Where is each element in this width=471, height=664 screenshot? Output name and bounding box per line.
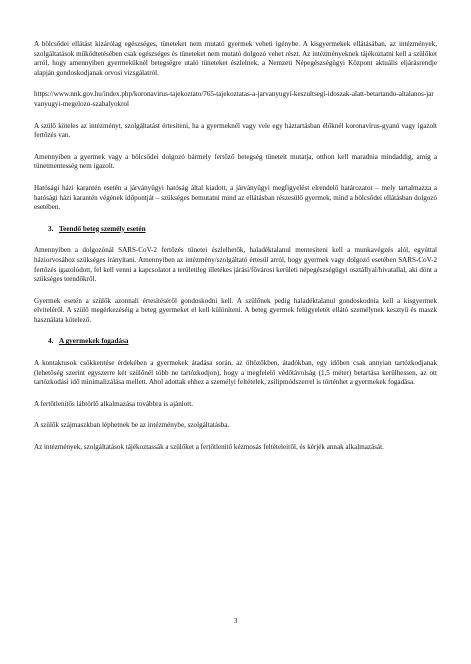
paragraph-parent-obligation: A szülő köteles az intézményt, szolgáltatást értesíteni, ha a gyermeknél vagy vele egy háztartásban élőknél koronavírus-gyanú vagy igazolt fertőzés van. — [34, 121, 437, 140]
paragraph-contact-reduction: A kontaktusok csökkentése érdekében a gyermekek átadása során, az öltözőkben, átadókban, egy időben csak annyian tartózkodjanak (lehetőség szerint egyszerre két szülőnél több ne tartózkodjon), hogy a megfelelő védőtávolság (1,5 méter) betartása kerülhessen, az ott tartózkodási idő minimalizálása mellett. Ahol adottak ehhez a személyi feltételek, zsilipmódszerrel is történhet a gyermekek fogadása. — [34, 359, 437, 387]
section-title: Teendő beteg személy esetén — [59, 224, 146, 233]
section-title: A gyermekek fogadása — [59, 337, 129, 346]
paragraph-mask: A szülők szájmaszkban léphetnek be az intézménybe, szolgáltatásba. — [34, 421, 230, 430]
paragraph-sick-employee: Amennyiben a dolgozónál SARS-CoV-2 fertőzés tünetei észlelhetők, haladéktalanul mentesíteni kell a munkavégzés alól, egyúttal háziorvosához szükséges irányítani. Amennyiben az intézmény/szolgáltató értesül arról, hogy gyermek vagy dolgozó esetében SARS-CoV-2 fertőzés igazolódott, fel kell venni a kapcsolatot a területileg illetékes járási/fővárosi kerületi népegészségügyi osztállyal/hivatallal, aki dönt a szükséges teendőkről. — [34, 246, 437, 284]
section-number: 3. — [48, 224, 54, 233]
section-number: 4. — [48, 337, 54, 346]
paragraph-sick-child: Gyermek esetén a szülők azonnali értesítéséről gondoskodni kell. A szülőnek pedig haladéktalanul gondoskodnia kell a kisgyermek elviteléről. A szülő megérkezéséig a beteg gyermeket el kell különíteni. A beteg gyermek felügyeletét ellátó személynek kesztyű és maszk használata kötelező. — [34, 296, 437, 324]
nnk-link[interactable]: https://www.nnk.gov.hu/index.php/koronavirus-tajekoztato/765-tajekoztatas-a-jarvanyugyi-keszultsegi-idoszak-alatt-betartando-altalanos-jarvanyugyi-megelozo-szabalyokrol — [34, 90, 434, 108]
page-number: 3 — [233, 617, 238, 625]
section-heading-4 — [34, 337, 437, 347]
paragraph-stay-home: Amennyiben a gyermek vagy a bölcsődei dolgozó bármely fertőző betegség tüneteit mutatja, otthon kell maradnia mindaddig, amíg a tünetmentesség nem igazolt. — [34, 152, 437, 171]
paragraph-disinfectant-mat: A fertőtlenítős lábtörlő alkalmazása továbbra is ajánlott. — [34, 399, 193, 408]
paragraph-quarantine: Hatósági házi karantén esetén a járványügyi hatóság által kiadott, a járványügyi megfigyelést elrendelő határozatot – mely tartalmazza a hatósági házi karantén végének időpontját – szükséges bemutatni mind az ellátásban részesülő gyermek, mind a bölcsődei ellátásban dolgozó esetében. — [34, 183, 437, 212]
paragraph-handwashing: Az intézmények, szolgáltatások tájékoztassák a szülőket a fertőtlenítő kézmosás feltételeiről, és kérjék annak alkalmazását. — [34, 443, 384, 452]
section-heading-3 — [34, 225, 437, 235]
paragraph-healthy-children: A bölcsődei ellátást kizárólag egészséges, tüneteket nem mutató gyermek veheti igénybe. A kisgyermekek ellátásában, az intézmények, szolgáltatások működtetésében csak egészséges és tüneteket nem mutató dolgozó vehet részt. Az intézményeknek tájékoztatni kell a szülőket arról, hogy amennyiben gyermeküknél betegségre utaló tüneteket észlelnek, a Nemzeti Népegészségügyi Központ aktuális eljárásrendje alapján gondoskodjanak orvosi vizsgálatról. — [34, 40, 437, 77]
